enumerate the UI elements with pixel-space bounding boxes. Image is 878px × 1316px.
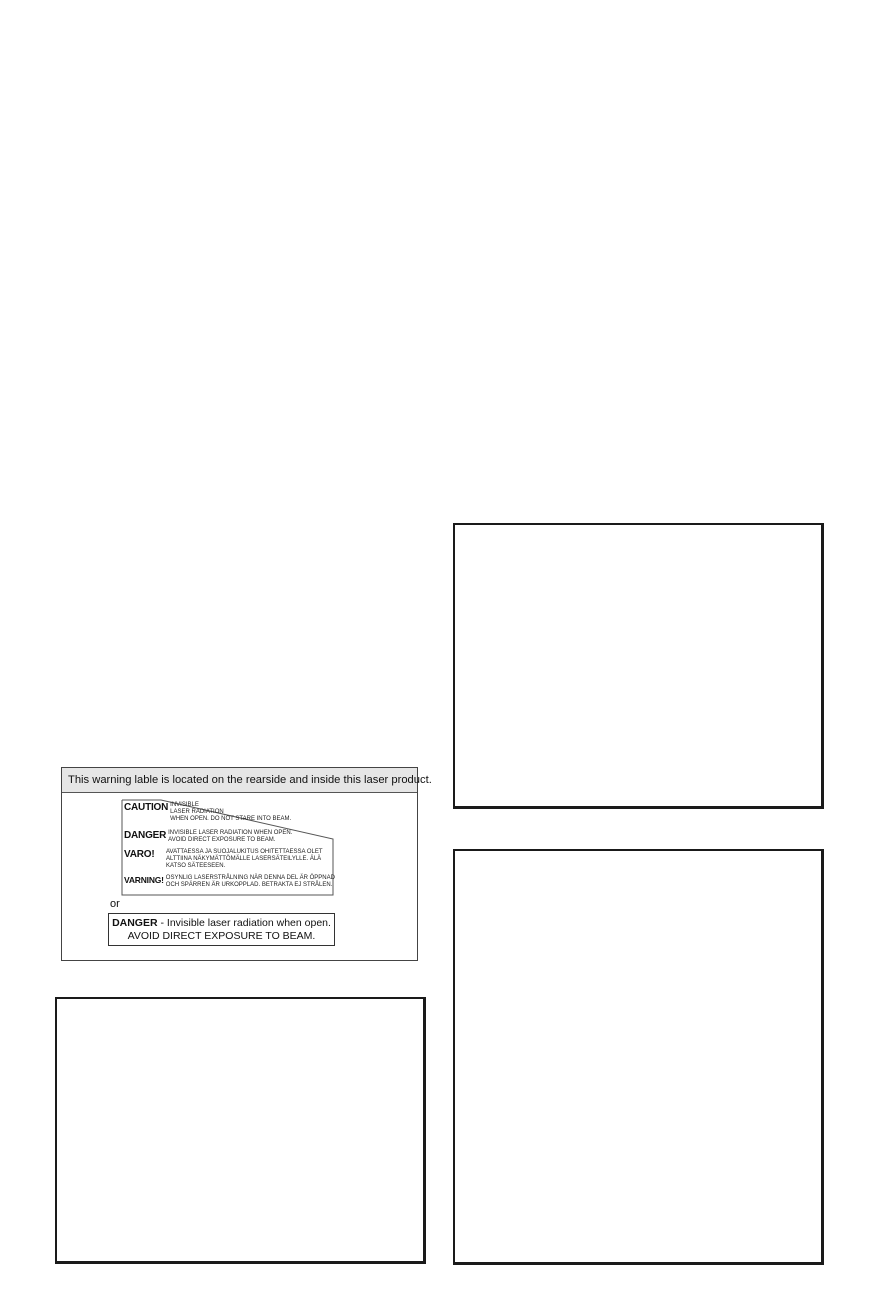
label-row-varning (124, 875, 335, 889)
label-varning-text: OSYNLIG LASERSTRÅLNING NÄR DENNA DEL ÄR ÖPPNAD OCH SPÄRREN ÄR URKOPPLAD. BETRAKTA EJ STRÅLEN. (165, 875, 335, 888)
label-caution-text: INVISIBLE LASER RADIATION WHEN OPEN. DO NOT STARE INTO BEAM. (170, 802, 292, 822)
danger-alt-label (108, 913, 335, 946)
warning-panel-header: This warning lable is located on the rearside and inside this laser product. (62, 768, 417, 793)
laser-warning-panel (61, 767, 432, 961)
empty-frame-right-bottom (453, 849, 824, 1265)
empty-frame-left-bottom (55, 997, 426, 1264)
or-separator: or (110, 898, 120, 910)
label-row-caution (124, 802, 291, 823)
label-caution-key: CAUTION (124, 802, 169, 813)
danger-alt-key: DANGER (112, 917, 158, 929)
label-danger-key: DANGER (124, 830, 167, 841)
label-varo-text: AVATTAESSA JA SUOJALUKITUS OHITETTAESSA OLET ALTTIINA NÄKYMÄTTÖMÄLLE LASERSÄTEILYLLE. ÄLÄ KATSO SÄTEESEEN. (166, 849, 323, 869)
danger-alt-line1-text: - Invisible laser radiation when open. (157, 917, 331, 929)
label-varo-key: VARO! (124, 849, 155, 860)
label-danger-text: INVISIBLE LASER RADIATION WHEN OPEN. AVOID DIRECT EXPOSURE TO BEAM. (168, 830, 293, 843)
label-row-danger (124, 830, 292, 844)
empty-frame-right-top (453, 523, 824, 809)
label-varning-key: VARNING! (124, 875, 164, 885)
label-row-varo (124, 849, 322, 870)
warning-label-sticker (121, 799, 335, 896)
danger-alt-line1 (109, 917, 334, 930)
danger-alt-line2: AVOID DIRECT EXPOSURE TO BEAM. (127, 930, 316, 942)
